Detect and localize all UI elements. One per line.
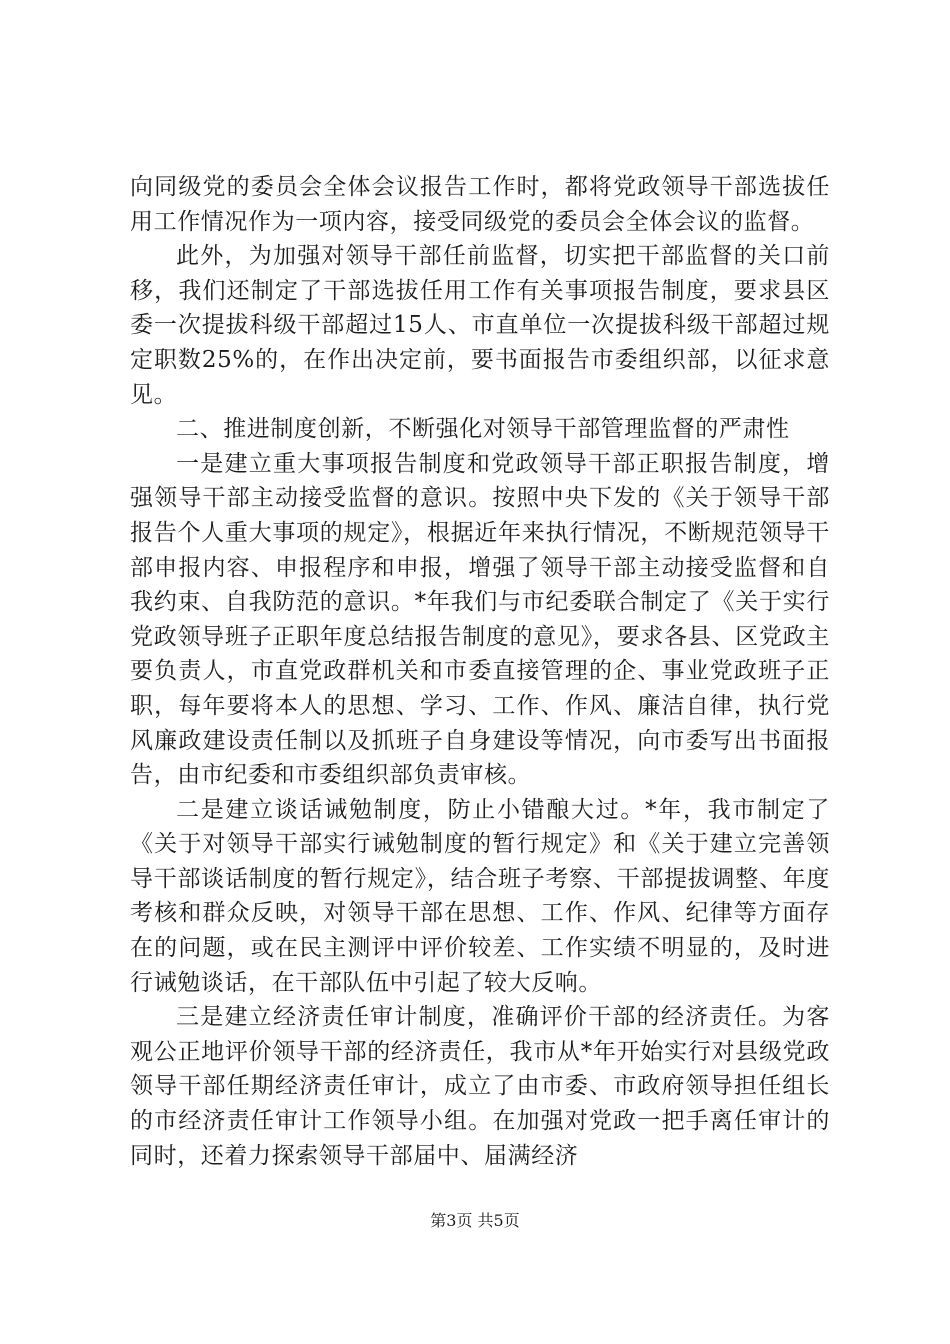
page-number-footer: 第3页 共5页 [430, 1211, 520, 1230]
paragraph-pre-appointment-supervision: 此外，为加强对领导干部任前监督，切实把干部监督的关口前移，我们还制定了干部选拔任用工作有关事项报告制度，要求县区委一次提拔科级干部超过15人、市直单位一次提拔科级干部超过规定职数25%的，在作出决定前，要书面报告市委组织部，以征求意见。 [130, 243, 830, 408]
paragraph-item-three: 三是建立经济责任审计制度，准确评价干部的经济责任。为客观公正地评价领导干部的经济责任，我市从*年开始实行对县级党政领导干部任期经济责任审计，成立了由市委、市政府领导担任组长的市经济责任审计工作领导小组。在加强对党政一把手离任审计的同时，还着力探索领导干部届中、届满经济 [130, 1004, 830, 1169]
paragraph-item-one: 一是建立重大事项报告制度和党政领导干部正职报告制度，增强领导干部主动接受监督的意识。按照中央下发的《关于领导干部报告个人重大事项的规定》，根据近年来执行情况，不断规范领导干部申报内容、申报程序和申报，增强了领导干部主动接受监督和自我约束、自我防范的意识。*年我们与市纪委联合制定了《关于实行党政领导班子正职年度总结报告制度的意见》，要求各县、区党政主要负责人，市直党政群机关和市委直接管理的企、事业党政班子正职，每年要将本人的思想、学习、工作、作风、廉洁自律，执行党风廉政建设责任制以及抓班子自身建设等情况，向市委写出书面报告，由市纪委和市委组织部负责审核。 [130, 450, 830, 789]
document-body [130, 170, 830, 1173]
paragraph-continuation: 向同级党的委员会全体会议报告工作时，都将党政领导干部选拔任用工作情况作为一项内容，接受同级党的委员会全体会议的监督。 [130, 174, 830, 235]
paragraph-item-two: 二是建立谈话诫勉制度，防止小错酿大过。*年，我市制定了《关于对领导干部实行诫勉制度的暂行规定》和《关于建立完善领导干部谈话制度的暂行规定》，结合班子考察、干部提拔调整、年度考核和群众反映，对领导干部在思想、工作、作风、纪律等方面存在的问题，或在民主测评中评价较差、工作实绩不明显的，及时进行诫勉谈话，在干部队伍中引起了较大反响。 [130, 796, 830, 996]
section-heading-two: 二、推进制度创新，不断强化对领导干部管理监督的严肃性 [176, 416, 790, 443]
